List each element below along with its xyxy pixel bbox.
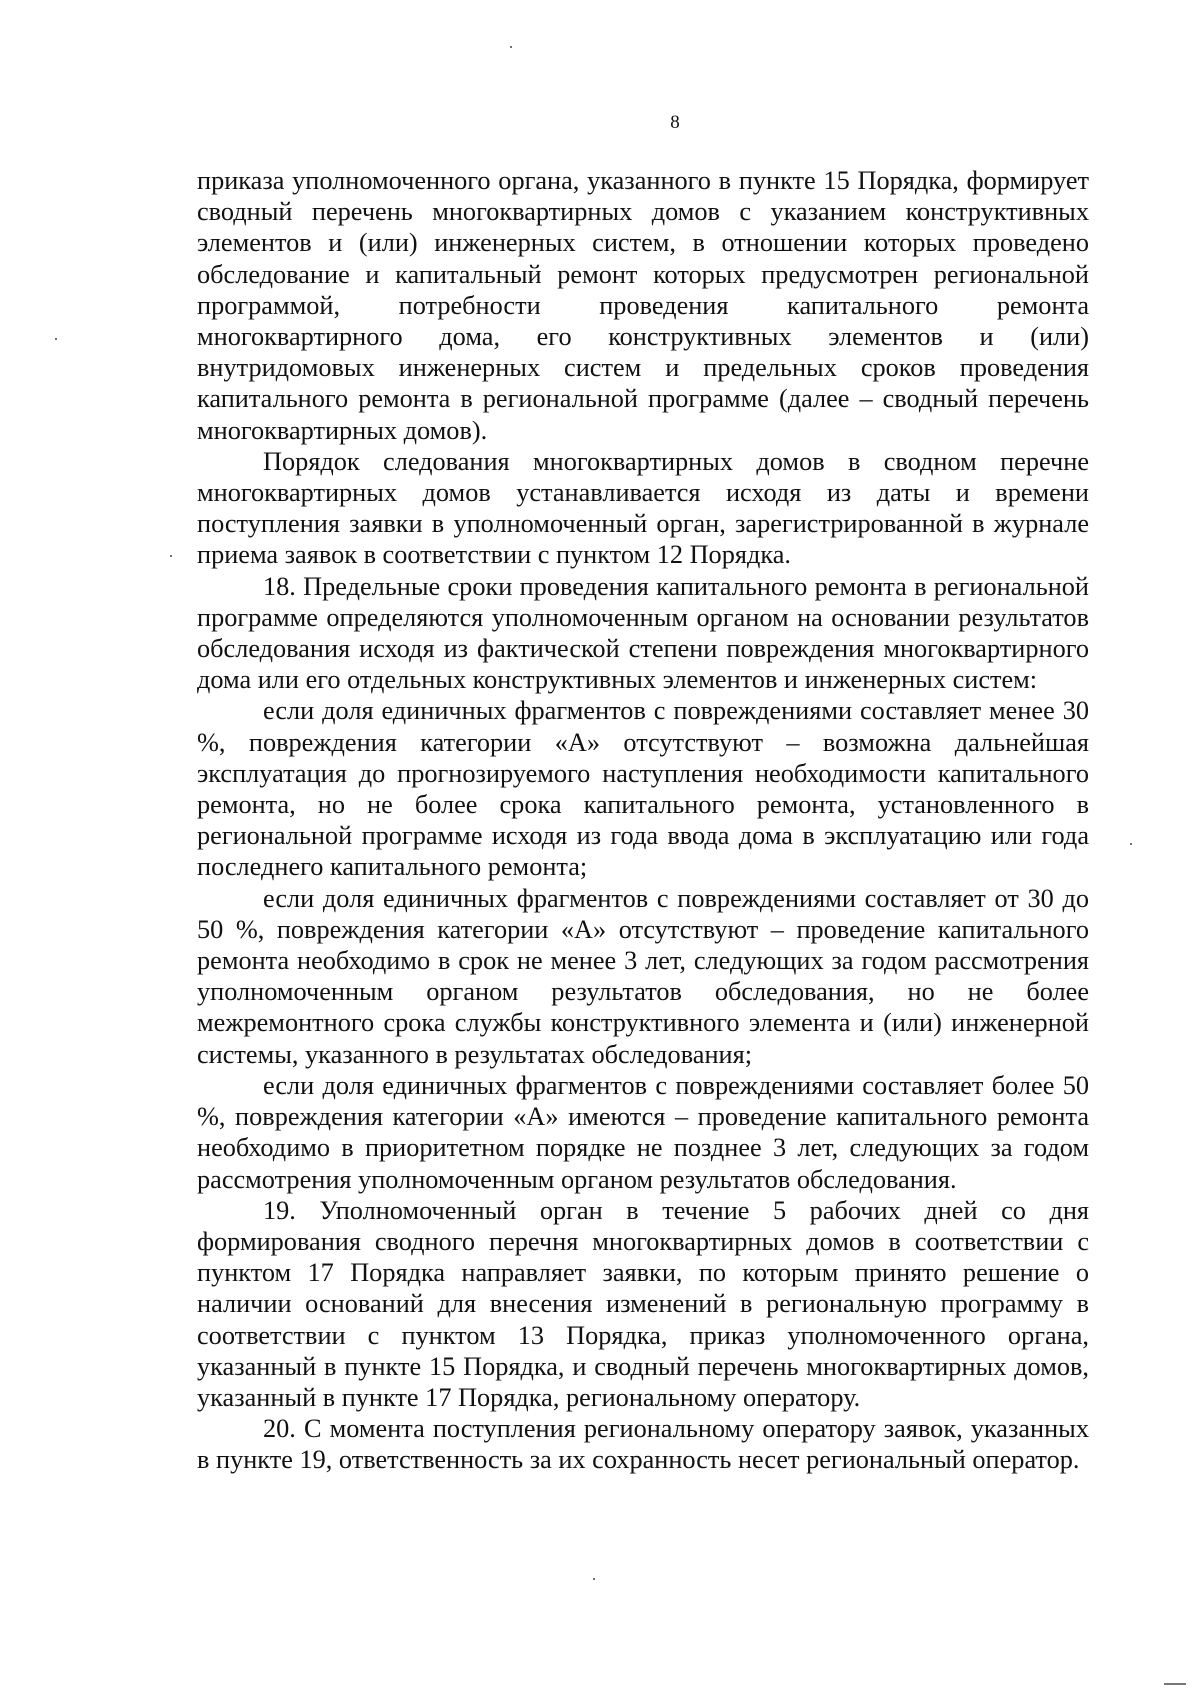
scan-speck	[1130, 843, 1132, 845]
scan-speck	[510, 46, 512, 48]
scan-speck	[593, 1578, 595, 1580]
paragraph-continuation: приказа уполномоченного органа, указанного в пункте 15 Порядка, формирует сводный перечень многоквартирных домов с указанием конструктивных элементов и (или) инженерных систем, в отношении которых проведено обследование и капитальный ремонт которых предусмотрен региональной программой, потребности проведения капитального ремонта многоквартирного дома, его конструктивных элементов и (или) внутридомовых инженерных систем и предельных сроков проведения капитального ремонта в региональной программе (далее – сводный перечень многоквартирных домов).	[197, 166, 1089, 445]
paragraph-item-19: 19. Уполномоченный орган в течение 5 рабочих дней со дня формирования сводного перечня многоквартирных домов в соответствии с пунктом 17 Порядка направляет заявки, по которым принято решение о наличии оснований для внесения изменений в региональную программу в соответствии с пунктом 13 Порядка, приказ уполномоченного органа, указанный в пункте 15 Порядка, и сводный перечень многоквартирных домов, указанный в пункте 17 Порядка, региональному оператору.	[197, 1195, 1089, 1412]
paragraph-condition-over-50: если доля единичных фрагментов с повреждениями составляет более 50 %, повреждения категории «А» имеются – проведение капитального ремонта необходимо в приоритетном порядке не позднее 3 лет, следующих за годом рассмотрения уполномоченным органом результатов обследования.	[197, 1070, 1089, 1194]
page-number: 8	[670, 112, 680, 133]
paragraph-condition-under-30: если доля единичных фрагментов с повреждениями составляет менее 30 %, повреждения категории «А» отсутствуют – возможна дальнейшая эксплуатация до прогнозируемого наступления необходимости капитального ремонта, но не более срока капитального ремонта, установленного в региональной программе исходя из года ввода дома в эксплуатацию или года последнего капитального ремонта;	[197, 696, 1089, 882]
paragraph-condition-30-50: если доля единичных фрагментов с повреждениями составляет от 30 до 50 %, повреждения категории «А» отсутствуют – проведение капитального ремонта необходимо в срок не менее 3 лет, следующих за годом рассмотрения уполномоченным органом результатов обследования, но не более межремонтного срока службы конструктивного элемента и (или) инженерной системы, указанного в результатах обследования;	[197, 883, 1089, 1069]
scan-edge-mark	[1164, 1683, 1186, 1685]
paragraph-order-sequence: Порядок следования многоквартирных домов в сводном перечне многоквартирных домов устанавливается исходя из даты и времени поступления заявки в уполномоченный орган, зарегистрированной в журнале приема заявок в соответствии с пунктом 12 Порядка.	[197, 446, 1089, 570]
scan-speck	[55, 338, 57, 340]
paragraph-item-20: 20. С момента поступления региональному оператору заявок, указанных в пункте 19, ответственность за их сохранность несет региональный оператор.	[197, 1414, 1089, 1475]
scan-speck	[170, 555, 172, 557]
paragraph-item-18: 18. Предельные сроки проведения капитального ремонта в региональной программе определяются уполномоченным органом на основании результатов обследования исходя из фактической степени повреждения многоквартирного дома или его отдельных конструктивных элементов и инженерных систем:	[197, 571, 1089, 695]
document-body	[197, 165, 1089, 1476]
